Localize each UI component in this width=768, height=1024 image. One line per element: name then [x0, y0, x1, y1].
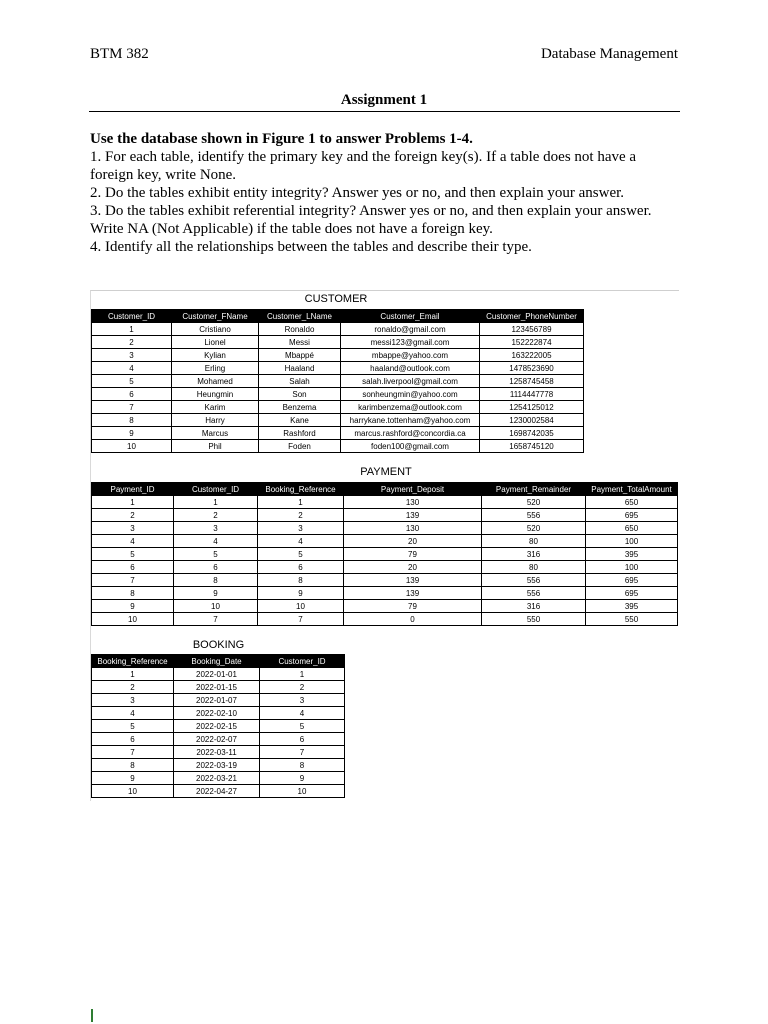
table-cell: 130	[344, 496, 482, 509]
table-cell: 1	[260, 668, 345, 681]
table-cell: Foden	[259, 440, 341, 453]
table-cell: Haaland	[259, 362, 341, 375]
table-cell: Kylian	[172, 349, 259, 362]
table-row	[92, 681, 345, 694]
table-cell: Erling	[172, 362, 259, 375]
table-cell: 4	[92, 707, 174, 720]
table-cell: 9	[260, 772, 345, 785]
table-row	[92, 600, 678, 613]
table-cell: 1258745458	[480, 375, 584, 388]
table-cell: 139	[344, 587, 482, 600]
table-cell: 10	[92, 785, 174, 798]
table-cell: 6	[258, 561, 344, 574]
table-cell: Kane	[259, 414, 341, 427]
column-header: Payment_Deposit	[344, 483, 482, 496]
column-header: Payment_TotalAmount	[586, 483, 678, 496]
table-cell: 163222005	[480, 349, 584, 362]
table-row	[92, 613, 678, 626]
table-row	[92, 720, 345, 733]
table-row	[92, 509, 678, 522]
table-cell: 80	[482, 561, 586, 574]
table-cell: 10	[258, 600, 344, 613]
table-cell: 2022-04-27	[174, 785, 260, 798]
table-cell: haaland@outlook.com	[341, 362, 480, 375]
table-row	[92, 427, 584, 440]
table-cell: 6	[92, 561, 174, 574]
table-cell: 556	[482, 587, 586, 600]
table-cell: 5	[260, 720, 345, 733]
table-row	[92, 746, 345, 759]
table-cell: foden100@gmail.com	[341, 440, 480, 453]
table-row	[92, 375, 584, 388]
table-cell: 8	[92, 414, 172, 427]
table-cell: 100	[586, 535, 678, 548]
table-cell: 7	[174, 613, 258, 626]
table-row	[92, 414, 584, 427]
table-row	[92, 759, 345, 772]
table-cell: Salah	[259, 375, 341, 388]
table-cell: 139	[344, 509, 482, 522]
table-cell: 20	[344, 535, 482, 548]
table-cell: 100	[586, 561, 678, 574]
column-header: Booking_Reference	[258, 483, 344, 496]
table-cell: Rashford	[259, 427, 341, 440]
table-row	[92, 496, 678, 509]
table-cell: 550	[482, 613, 586, 626]
booking-header-row	[92, 655, 345, 668]
column-header: Booking_Date	[174, 655, 260, 668]
table-cell: Benzema	[259, 401, 341, 414]
table-cell: 9	[92, 427, 172, 440]
table-row	[92, 772, 345, 785]
figure-1-database	[90, 290, 679, 801]
payment-table-title: PAYMENT	[360, 466, 412, 478]
table-cell: 2	[92, 509, 174, 522]
table-cell: 556	[482, 509, 586, 522]
table-row	[92, 707, 345, 720]
table-cell: 9	[174, 587, 258, 600]
table-row	[92, 362, 584, 375]
table-cell: Ronaldo	[259, 323, 341, 336]
table-cell: Messi	[259, 336, 341, 349]
course-code: BTM 382	[90, 46, 149, 62]
table-row	[92, 561, 678, 574]
table-cell: 316	[482, 548, 586, 561]
table-cell: 1478523690	[480, 362, 584, 375]
table-cell: 4	[92, 362, 172, 375]
table-row	[92, 388, 584, 401]
problem-4: 4. Identify all the relationships between the tables and describe their type.	[90, 239, 532, 255]
table-cell: 550	[586, 613, 678, 626]
table-cell: 8	[174, 574, 258, 587]
table-cell: 1698742035	[480, 427, 584, 440]
table-cell: 5	[258, 548, 344, 561]
table-cell: 695	[586, 574, 678, 587]
table-cell: 395	[586, 600, 678, 613]
table-cell: Karim	[172, 401, 259, 414]
problem-1: 1. For each table, identify the primary key and the foreign key(s). If a table does not have a foreign key, write None.	[90, 149, 637, 183]
table-cell: 1658745120	[480, 440, 584, 453]
table-cell: 1	[258, 496, 344, 509]
table-cell: 3	[92, 522, 174, 535]
table-cell: 7	[92, 574, 174, 587]
table-cell: 9	[258, 587, 344, 600]
table-cell: ronaldo@gmail.com	[341, 323, 480, 336]
table-cell: 520	[482, 496, 586, 509]
table-cell: 3	[92, 694, 174, 707]
table-cell: 1	[92, 668, 174, 681]
table-cell: 8	[260, 759, 345, 772]
table-cell: 9	[92, 600, 174, 613]
column-header: Customer_ID	[174, 483, 258, 496]
customer-table-title: CUSTOMER	[304, 293, 368, 305]
table-cell: sonheungmin@yahoo.com	[341, 388, 480, 401]
table-row	[92, 694, 345, 707]
table-cell: 8	[258, 574, 344, 587]
table-cell: 80	[482, 535, 586, 548]
table-cell: 139	[344, 574, 482, 587]
column-header: Customer_PhoneNumber	[480, 310, 584, 323]
table-row	[92, 336, 584, 349]
booking-table	[91, 654, 345, 798]
table-cell: 10	[92, 613, 174, 626]
table-row	[92, 548, 678, 561]
table-row	[92, 785, 345, 798]
table-cell: 2	[92, 336, 172, 349]
table-cell: 1	[174, 496, 258, 509]
table-cell: 4	[260, 707, 345, 720]
table-cell: salah.liverpool@gmail.com	[341, 375, 480, 388]
problem-3: 3. Do the tables exhibit referential integrity? Answer yes or no, and then explain your answer. Write NA (Not Applicable) if the table does not have a foreign key.	[90, 203, 652, 237]
table-cell: 4	[92, 535, 174, 548]
column-header: Booking_Reference	[92, 655, 174, 668]
table-cell: 316	[482, 600, 586, 613]
table-cell: 695	[586, 509, 678, 522]
table-cell: messi123@gmail.com	[341, 336, 480, 349]
table-cell: 5	[174, 548, 258, 561]
problem-list	[90, 130, 680, 256]
table-cell: 2	[92, 681, 174, 694]
table-row	[92, 440, 584, 453]
problem-2: 2. Do the tables exhibit entity integrity? Answer yes or no, and then explain your answer.	[90, 185, 625, 201]
table-cell: 4	[174, 535, 258, 548]
column-header: Payment_Remainder	[482, 483, 586, 496]
table-row	[92, 401, 584, 414]
table-cell: 2	[260, 681, 345, 694]
table-cell: 1	[92, 323, 172, 336]
table-cell: 79	[344, 600, 482, 613]
column-header: Customer_Email	[341, 310, 480, 323]
table-row	[92, 323, 584, 336]
payment-header-row	[92, 483, 678, 496]
table-cell: 130	[344, 522, 482, 535]
table-cell: 2022-02-15	[174, 720, 260, 733]
column-header: Payment_ID	[92, 483, 174, 496]
table-cell: 3	[92, 349, 172, 362]
table-cell: 2	[174, 509, 258, 522]
column-header: Customer_ID	[260, 655, 345, 668]
table-cell: 2022-03-19	[174, 759, 260, 772]
table-cell: 2022-01-15	[174, 681, 260, 694]
table-row	[92, 535, 678, 548]
table-cell: 1	[92, 496, 174, 509]
table-row	[92, 587, 678, 600]
table-cell: 695	[586, 587, 678, 600]
table-cell: 2022-02-07	[174, 733, 260, 746]
table-cell: Mohamed	[172, 375, 259, 388]
table-cell: 6	[260, 733, 345, 746]
table-cell: 20	[344, 561, 482, 574]
table-cell: Marcus	[172, 427, 259, 440]
problem-lead: Use the database shown in Figure 1 to answer Problems 1-4.	[90, 131, 473, 147]
table-cell: 2022-01-01	[174, 668, 260, 681]
table-cell: Lionel	[172, 336, 259, 349]
table-cell: 3	[260, 694, 345, 707]
table-row	[92, 522, 678, 535]
table-cell: 2022-03-21	[174, 772, 260, 785]
table-cell: 4	[258, 535, 344, 548]
payment-table	[91, 482, 678, 626]
table-cell: 10	[174, 600, 258, 613]
table-cell: 10	[92, 440, 172, 453]
table-cell: 6	[92, 388, 172, 401]
table-cell: 650	[586, 522, 678, 535]
table-cell: 2	[258, 509, 344, 522]
column-header: Customer_LName	[259, 310, 341, 323]
table-row	[92, 733, 345, 746]
customer-header-row	[92, 310, 584, 323]
table-cell: 7	[92, 401, 172, 414]
title-divider	[89, 111, 680, 112]
table-cell: Phil	[172, 440, 259, 453]
table-cell: 3	[174, 522, 258, 535]
table-cell: 2022-01-07	[174, 694, 260, 707]
table-row	[92, 668, 345, 681]
table-cell: 520	[482, 522, 586, 535]
customer-table	[91, 309, 584, 453]
table-cell: 2022-02-10	[174, 707, 260, 720]
table-cell: 8	[92, 587, 174, 600]
table-cell: mbappe@yahoo.com	[341, 349, 480, 362]
table-cell: 6	[92, 733, 174, 746]
column-header: Customer_ID	[92, 310, 172, 323]
table-cell: 1114447778	[480, 388, 584, 401]
table-cell: 10	[260, 785, 345, 798]
table-cell: 5	[92, 548, 174, 561]
table-cell: 1254125012	[480, 401, 584, 414]
table-cell: 5	[92, 720, 174, 733]
table-cell: Son	[259, 388, 341, 401]
table-cell: 5	[92, 375, 172, 388]
table-cell: 7	[260, 746, 345, 759]
course-subject: Database Management	[540, 46, 678, 62]
booking-table-title: BOOKING	[192, 639, 245, 651]
table-cell: 7	[92, 746, 174, 759]
table-cell: 152222874	[480, 336, 584, 349]
table-cell: 3	[258, 522, 344, 535]
table-cell: 7	[258, 613, 344, 626]
table-cell: Harry	[172, 414, 259, 427]
table-cell: harrykane.tottenham@yahoo.com	[341, 414, 480, 427]
table-cell: 8	[92, 759, 174, 772]
assignment-title: Assignment 1	[340, 92, 428, 108]
table-row	[92, 574, 678, 587]
table-cell: 395	[586, 548, 678, 561]
table-cell: 2022-03-11	[174, 746, 260, 759]
table-cell: Heungmin	[172, 388, 259, 401]
table-cell: 79	[344, 548, 482, 561]
table-cell: 123456789	[480, 323, 584, 336]
table-cell: 0	[344, 613, 482, 626]
column-header: Customer_FName	[172, 310, 259, 323]
table-cell: marcus.rashford@concordia.ca	[341, 427, 480, 440]
table-cell: 1230002584	[480, 414, 584, 427]
table-cell: 650	[586, 496, 678, 509]
table-cell: Mbappé	[259, 349, 341, 362]
table-cell: karimbenzema@outlook.com	[341, 401, 480, 414]
table-cell: 6	[174, 561, 258, 574]
table-cell: 9	[92, 772, 174, 785]
selected-cell-marker	[91, 1009, 93, 1022]
table-cell: 556	[482, 574, 586, 587]
table-cell: Cristiano	[172, 323, 259, 336]
table-row	[92, 349, 584, 362]
